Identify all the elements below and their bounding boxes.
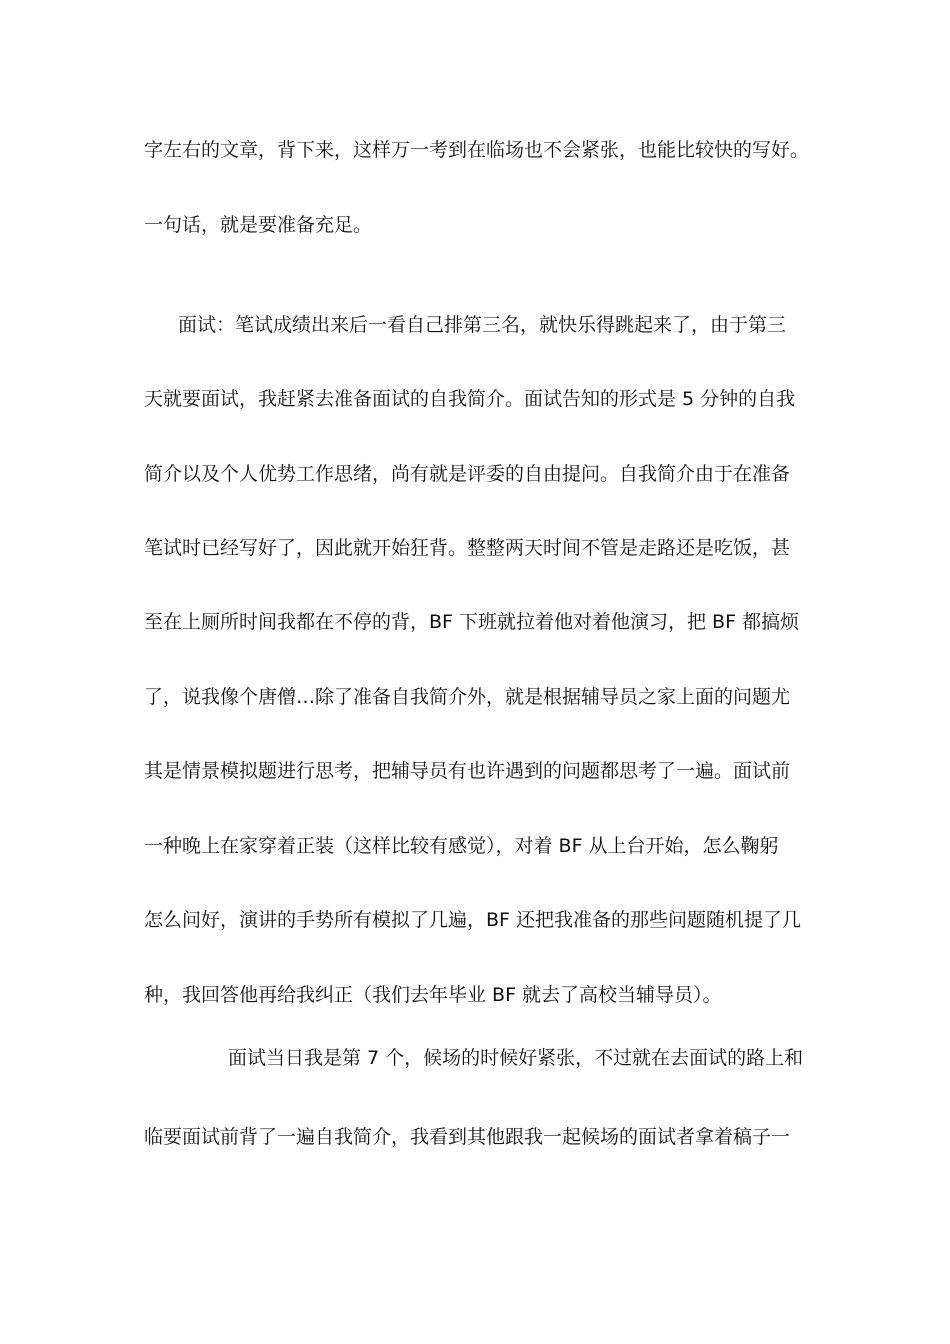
paragraph-line-9: 其是情景模拟题进行思考，把辅导员有也许遇到的问题都思考了一遍。面试前 bbox=[144, 760, 791, 782]
paragraph-line-4: 天就要面试，我赶紧去准备面试的自我简介。面试告知的形式是 5 分钟的自我 bbox=[144, 388, 796, 410]
paragraph-line-1: 字左右的文章，背下来，这样万一考到在临场也不会紧张，也能比较快的写好。 bbox=[144, 139, 810, 161]
paragraph-line-7: 至在上厕所时间我都在不停的背，BF 下班就拉着他对着他演习，把 BF 都搞烦 bbox=[144, 611, 800, 633]
paragraph-line-13: 面试当日我是第 7 个，候场的时候好紧张，不过就在去面试的路上和 bbox=[228, 1047, 804, 1069]
paragraph-line-3: 面试：笔试成绩出来后一看自己排第三名，就快乐得跳起来了，由于第三 bbox=[178, 314, 787, 336]
paragraph-line-10: 一种晚上在家穿着正装（这样比较有感觉），对着 BF 从上台开始，怎么鞠躬 bbox=[144, 835, 779, 857]
paragraph-line-6: 笔试时已经写好了，因此就开始狂背。整整两天时间不管是走路还是吃饭，甚 bbox=[144, 537, 791, 559]
paragraph-line-12: 种，我回答他再给我纠正（我们去年毕业 BF 就去了高校当辅导员）。 bbox=[144, 984, 722, 1006]
paragraph-line-8: 了，说我像个唐僧…除了准备自我简介外，就是根据辅导员之家上面的问题尤 bbox=[144, 686, 791, 708]
paragraph-line-11: 怎么问好，演讲的手势所有模拟了几遍，BF 还把我准备的那些问题随机提了几 bbox=[144, 909, 802, 931]
paragraph-line-5: 简介以及个人优势工作思绪，尚有就是评委的自由提问。自我简介由于在准备 bbox=[144, 463, 791, 485]
paragraph-line-14: 临要面试前背了一遍自我简介，我看到其他跟我一起候场的面试者拿着稿子一 bbox=[144, 1126, 791, 1148]
paragraph-line-2: 一句话，就是要准备充足。 bbox=[144, 214, 373, 236]
